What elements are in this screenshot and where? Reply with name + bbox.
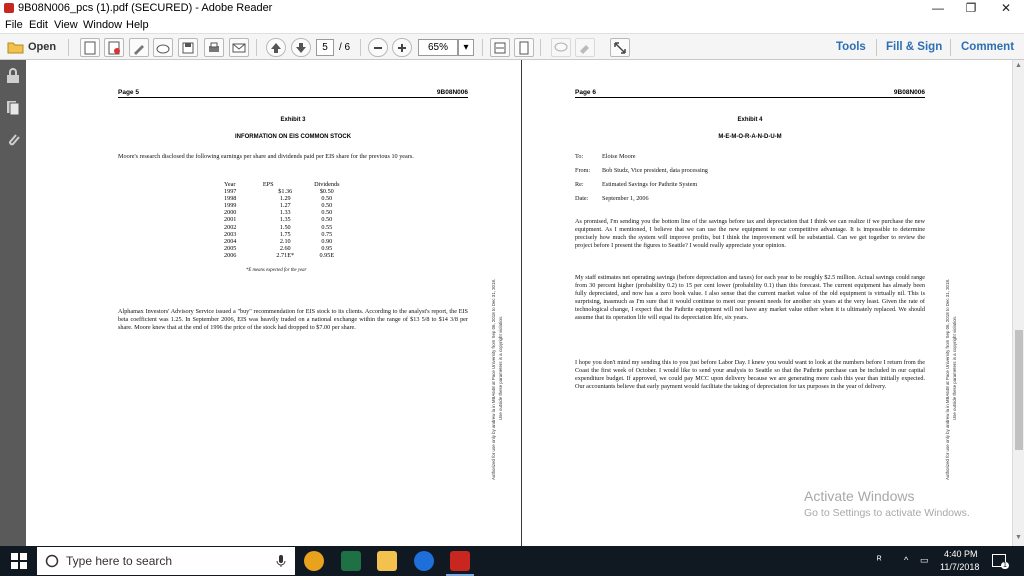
table-header-cell: Year xyxy=(224,181,236,188)
scroll-down-icon[interactable]: ▼ xyxy=(1015,534,1022,541)
scroll-thumb[interactable] xyxy=(1015,330,1023,450)
minimize-button[interactable]: — xyxy=(932,1,944,15)
menu-bar xyxy=(0,17,1024,33)
copyright-note-2: Use outside these parameters is a copyright violation. xyxy=(498,315,503,420)
comment-tool-button[interactable] xyxy=(551,38,571,57)
windows-start-icon[interactable] xyxy=(11,553,27,569)
next-page-button[interactable] xyxy=(291,38,311,57)
table-cell: 2.60 xyxy=(279,244,291,252)
clock-date[interactable]: 11/7/2018 xyxy=(940,562,980,572)
table-cell: 2.10 xyxy=(279,237,291,245)
arrow-down-icon xyxy=(294,41,308,55)
table-header-cell: Dividends xyxy=(314,181,340,188)
edit-icon xyxy=(132,41,146,55)
menu-help[interactable]: Help xyxy=(126,19,149,31)
memo-field-label: To: xyxy=(575,153,584,160)
copyright-note: Authorized for use only by andrew la in MBA648 at Pace University from Sep 06, 2018 to Dec 31, 2018. xyxy=(945,278,950,480)
table-row xyxy=(224,195,346,202)
pdf-page-5 xyxy=(26,60,520,546)
menu-view[interactable]: View xyxy=(54,19,78,31)
table-cell: 1.29 xyxy=(279,195,291,203)
chevron-up-icon[interactable]: ^ xyxy=(904,555,909,565)
create-pdf-button[interactable] xyxy=(80,38,100,57)
folder-icon xyxy=(7,40,25,54)
taskbar-search[interactable]: Type here to search xyxy=(37,547,295,575)
table-cell: 2001 xyxy=(224,216,237,224)
cloud-button[interactable] xyxy=(153,38,173,57)
table-cell: 0.95 xyxy=(321,244,333,252)
title-bar xyxy=(0,0,1024,17)
memo-title: M-E-M-O-R-A-N-D-U-M xyxy=(718,134,782,140)
print-icon xyxy=(207,41,221,55)
table-row xyxy=(224,188,346,195)
comment-pane-link[interactable]: Comment xyxy=(961,41,1015,53)
vertical-scrollbar[interactable] xyxy=(1012,60,1024,546)
lock-icon[interactable] xyxy=(6,68,20,84)
page-header: Page 5 9B08N006 xyxy=(118,89,468,96)
table-row xyxy=(224,216,346,223)
table-cell: 0.95E xyxy=(319,251,335,259)
table-cell: $1.36 xyxy=(278,188,293,196)
copyright-note-2: Use outside these parameters is a copyright violation. xyxy=(952,315,957,420)
toolbar xyxy=(0,33,1024,60)
table-cell: 1.75 xyxy=(279,230,291,238)
export-button[interactable] xyxy=(104,38,124,57)
restore-button[interactable]: ❐ xyxy=(965,1,977,15)
table-row xyxy=(224,245,346,252)
table-header-cell: EPS xyxy=(262,181,274,188)
zoom-out-button[interactable] xyxy=(368,38,388,57)
table-row xyxy=(224,252,346,259)
edge-icon[interactable] xyxy=(414,551,434,571)
table-cell: 0.50 xyxy=(321,209,333,217)
save-button[interactable] xyxy=(178,38,198,57)
table-cell: $0.50 xyxy=(319,188,334,196)
memo-field-value: Bob Studz, Vice president, data processing xyxy=(602,167,708,174)
table-cell: 1.33 xyxy=(279,209,291,217)
separator xyxy=(950,39,951,56)
menu-file[interactable]: File xyxy=(5,19,23,31)
activation-watermark-subtitle: Go to Settings to activate Windows. xyxy=(804,507,970,519)
zoom-input[interactable]: 65% xyxy=(418,39,458,56)
table-row xyxy=(224,231,346,238)
exhibit-label: Exhibit 3 xyxy=(280,117,306,123)
open-button[interactable]: Open xyxy=(4,38,60,57)
tools-pane-link[interactable]: Tools xyxy=(836,41,866,53)
close-button[interactable]: ✕ xyxy=(1000,1,1012,15)
exhibit-label: Exhibit 4 xyxy=(737,117,763,123)
save-icon xyxy=(181,41,195,55)
table-cell: 2002 xyxy=(224,223,237,231)
export-icon xyxy=(107,41,121,55)
highlight-button[interactable] xyxy=(575,38,595,57)
people-icon[interactable]: ᴿ xyxy=(877,555,882,566)
fill-sign-pane-link[interactable]: Fill & Sign xyxy=(886,41,943,53)
table-row xyxy=(224,238,346,245)
memo-field-label: Date: xyxy=(575,195,589,202)
edit-button[interactable] xyxy=(129,38,149,57)
table-cell: 0.50 xyxy=(321,202,333,210)
table-cell: 2000 xyxy=(224,209,237,217)
table-cell: 0.75 xyxy=(321,230,333,238)
pdf-page-6 xyxy=(522,60,1012,546)
memo-paragraph-3: I hope you don't mind my sending this to you just before Labor Day. I knew you would want to look at the numbers before I return from the Coast the first week of October. I would like to send your analysis to Seattle so that the Pathrite purchase can be included in our capital expenditure budget. If approved, we could pay MCC upon delivery because we are generating more cash this year than initially expected. Our accountants believe that early payment would facilitate the taking of depreciation for tax purposes in the year of delivery. xyxy=(575,359,925,391)
file-explorer-icon[interactable] xyxy=(377,551,397,571)
table-row xyxy=(224,209,346,216)
page-header: Page 6 9B08N006 xyxy=(575,89,925,96)
copyright-note: Authorized for use only by andrew la in MBA648 at Pace University from Sep 06, 2018 to Dec 31, 2018. xyxy=(491,278,496,480)
table-cell: 2003 xyxy=(224,230,237,238)
table-cell: 1.27 xyxy=(279,202,291,210)
separator xyxy=(540,39,541,56)
notification-count: 1 xyxy=(1003,562,1007,569)
window-title: 9B08N006_pcs (1).pdf (SECURED) - Adobe Reader xyxy=(18,2,273,14)
email-button[interactable] xyxy=(229,38,249,57)
page-number-input[interactable]: 5 xyxy=(316,39,334,56)
table-cell: 1.50 xyxy=(279,223,291,231)
taskbar xyxy=(0,546,1024,576)
table-cell: 2005 xyxy=(224,244,237,252)
zoom-dropdown[interactable] xyxy=(458,39,474,56)
separator xyxy=(68,39,69,56)
table-cell: 1999 xyxy=(224,202,237,210)
memo-field-value: September 1, 2006 xyxy=(602,195,649,202)
chevron-down-icon: ▾ xyxy=(463,42,469,53)
fit-width-button[interactable] xyxy=(490,38,510,57)
memo-paragraph-2: My staff estimates net operating savings (before depreciation and taxes) for each year to be roughly $2.5 million. Actual savings could range from 30 percent higher (probability 0.2) to 15 per cent lower (probability 0.1) than this forecast. The current equipment has already been fully depreciated, and now has a zero book value. I also sense that the current market value of the old equipment is virtually nil. This is surprising, inasmuch as I'm sure that it would continue to meet our present needs for another six years at the very least. Given the rate of technological change, I expect that the Pathrite equipment will not have any market value either when it is ultimately replaced. We should assume that its operation life will equal its depreciation life, six years. xyxy=(575,274,925,322)
highlight-icon xyxy=(578,41,592,55)
fit-width-icon xyxy=(493,41,507,55)
email-icon xyxy=(232,41,246,55)
memo-field-label: From: xyxy=(575,167,591,174)
memo-field-value: Eloise Moore xyxy=(602,153,636,160)
separator xyxy=(360,39,361,56)
activation-watermark-title: Activate Windows xyxy=(804,488,915,504)
excel-icon[interactable] xyxy=(341,551,361,571)
cloud-icon xyxy=(156,41,170,55)
table-row xyxy=(224,224,346,231)
zoom-in-button[interactable] xyxy=(392,38,412,57)
microphone-icon[interactable] xyxy=(276,554,286,568)
table-cell: 2006 xyxy=(224,251,237,259)
menu-edit[interactable]: Edit xyxy=(29,19,48,31)
arrow-up-icon xyxy=(269,41,283,55)
memo-paragraph-1: As promised, I'm sending you the bottom line of the savings before tax and depreciation that I think we can realize if we purchase the new equipment. As I mentioned, I believe that we can use the new equipment to our competitive advantage. It is impossible to determine precisely how much the system will improve profits, but I think the improvement will be substantial. Can we get together to review the project before I present the figures to Seattle? I would really appreciate your opinion. xyxy=(575,218,925,250)
table-row xyxy=(224,202,346,209)
table-cell: 0.50 xyxy=(321,195,333,203)
menu-window[interactable]: Window xyxy=(83,19,123,31)
table-cell: 1997 xyxy=(224,188,237,196)
minus-icon xyxy=(371,41,385,55)
page-total: / 6 xyxy=(339,42,351,53)
separator xyxy=(482,39,483,56)
closing-paragraph: Alphamax Investors' Advisory Service issued a "buy" recommendation for EIS stock to its clients. According to the analyst's report, the EIS beta coefficient was 1.25. In September 2006, EIS was heavily traded on a national exchange within the range of $13 5/8 to $14 3/8 per share. Moore knew that at the end of 1996 the price of the stock had dropped to $7.00 per share. xyxy=(118,308,468,332)
network-icon[interactable]: ▭ xyxy=(920,555,929,565)
search-icon xyxy=(45,554,59,568)
memo-field-value: Estimated Savings for Pathrite System xyxy=(602,181,698,188)
clock-time[interactable]: 4:40 PM xyxy=(944,549,978,559)
document-view[interactable] xyxy=(26,60,1012,546)
table-cell: 2004 xyxy=(224,237,237,245)
acrobat-taskbar-icon[interactable] xyxy=(450,551,470,571)
table-footnote: *E means expected for the year xyxy=(246,268,307,273)
plus-icon xyxy=(395,41,409,55)
adobe-reader-icon xyxy=(4,3,14,13)
chrome-icon[interactable] xyxy=(304,551,324,571)
page-thumbnails-icon[interactable] xyxy=(6,100,20,116)
table-cell: 0.55 xyxy=(321,223,333,231)
table-cell: 0.90 xyxy=(321,237,333,245)
table-cell: 0.50 xyxy=(321,216,333,224)
attachments-icon[interactable] xyxy=(6,132,20,148)
table-header-row xyxy=(224,181,346,188)
separator xyxy=(876,39,877,56)
exhibit-title: INFORMATION ON EIS COMMON STOCK xyxy=(234,134,352,140)
speech-bubble-icon xyxy=(554,41,568,55)
fit-page-icon xyxy=(517,41,531,55)
intro-paragraph: Moore's research disclosed the following earnings per share and dividends paid per EIS share for the previous 10 years. xyxy=(118,153,414,160)
full-screen-button[interactable] xyxy=(610,38,630,57)
fit-page-button[interactable] xyxy=(514,38,534,57)
navigation-pane xyxy=(0,60,26,546)
table-cell: 1998 xyxy=(224,195,237,203)
memo-field-label: Re: xyxy=(575,181,584,188)
table-cell: 1.35 xyxy=(279,216,291,224)
eps-table xyxy=(224,181,346,259)
scroll-up-icon[interactable]: ▲ xyxy=(1015,62,1022,69)
expand-icon xyxy=(613,41,627,55)
prev-page-button[interactable] xyxy=(266,38,286,57)
separator xyxy=(256,39,257,56)
print-button[interactable] xyxy=(204,38,224,57)
create-icon xyxy=(83,41,97,55)
table-cell: 2.71E* xyxy=(276,251,295,259)
